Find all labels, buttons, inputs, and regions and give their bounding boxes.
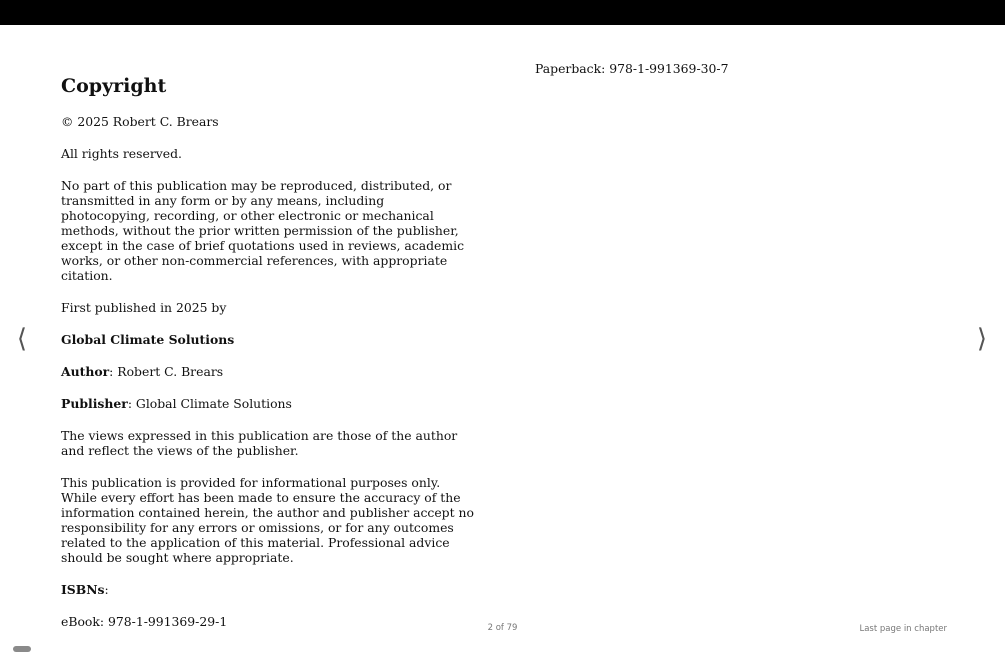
author-label: Author xyxy=(61,364,110,379)
rights-line: All rights reserved. xyxy=(61,146,182,161)
permission-paragraph: No part of this publication may be reproduced, distributed, or transmitted in any form or by any means, including photocopying, recording, or other electronic or mechanical methods, without the prior written permission of the publisher, except in the case of brief quotations used in reviews, academic works, or other non-commercial references, with appropriate citation. xyxy=(61,178,465,283)
publisher-value: : Global Climate Solutions xyxy=(127,396,292,411)
isbn-label: ISBNs xyxy=(61,582,105,597)
chapter-status: Last page in chapter xyxy=(859,624,947,634)
publisher-name: Global Climate Solutions xyxy=(61,332,235,347)
page-title: Copyright xyxy=(61,75,167,97)
ebook-isbn: eBook: 978-1-991369-29-1 xyxy=(61,614,228,629)
author-line xyxy=(61,364,476,379)
views-paragraph: The views expressed in this publication are those of the author and reflect the views of the publisher. xyxy=(61,428,458,458)
disclaimer-paragraph: This publication is provided for informational purposes only. While every effort has been made to ensure the accuracy of the information contained herein, the author and publisher accept no responsibility for any errors or omissions, or for any outcomes related to the application of this material. Professional advice should be sought where appropriate. xyxy=(61,475,474,565)
publisher-label: Publisher xyxy=(61,396,128,411)
first-published-line: First published in 2025 by xyxy=(61,300,227,315)
left-page xyxy=(61,72,476,646)
home-indicator[interactable] xyxy=(13,646,31,652)
paperback-isbn: Paperback: 978-1-991369-30-7 xyxy=(535,61,729,76)
previous-page-button[interactable] xyxy=(10,322,34,356)
isbn-heading xyxy=(61,582,476,597)
copyright-line: © 2025 Robert C. Brears xyxy=(61,114,219,129)
author-value: : Robert C. Brears xyxy=(109,364,224,379)
isbn-colon: : xyxy=(104,582,109,597)
publisher-line xyxy=(61,396,476,411)
page-indicator: 2 of 79 xyxy=(487,623,518,633)
top-bar xyxy=(0,0,1005,25)
chevron-right-icon: ⟩ xyxy=(976,324,988,354)
right-page xyxy=(535,61,935,76)
chevron-left-icon: ⟨ xyxy=(16,324,28,354)
next-page-button[interactable] xyxy=(970,322,994,356)
